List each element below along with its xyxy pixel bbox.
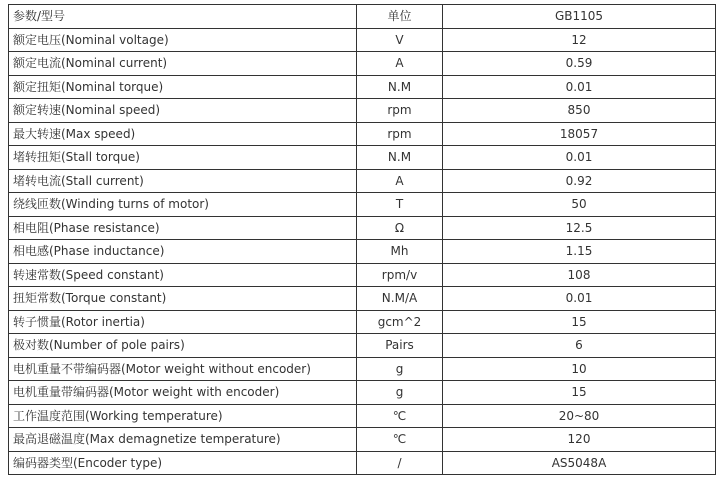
param-cell: 极对数(Number of pole pairs) xyxy=(9,334,357,358)
table-row xyxy=(9,28,716,52)
value-cell: 10 xyxy=(443,357,716,381)
table-row xyxy=(9,122,716,146)
table-row xyxy=(9,381,716,405)
param-cell: 电机重量不带编码器(Motor weight without encoder) xyxy=(9,357,357,381)
motor-spec-table xyxy=(8,4,716,475)
value-cell: 108 xyxy=(443,263,716,287)
unit-cell: g xyxy=(357,357,443,381)
param-cell: 最高退磁温度(Max demagnetize temperature) xyxy=(9,428,357,452)
param-cell: 相电感(Phase inductance) xyxy=(9,240,357,264)
value-cell: 15 xyxy=(443,310,716,334)
value-cell: 15 xyxy=(443,381,716,405)
value-cell: 0.01 xyxy=(443,146,716,170)
param-cell: 额定转速(Nominal speed) xyxy=(9,99,357,123)
param-cell: 堵转电流(Stall current) xyxy=(9,169,357,193)
unit-cell: ℃ xyxy=(357,428,443,452)
table-row xyxy=(9,240,716,264)
unit-cell: Ω xyxy=(357,216,443,240)
unit-cell: rpm xyxy=(357,122,443,146)
unit-cell: g xyxy=(357,381,443,405)
unit-cell: N.M xyxy=(357,146,443,170)
value-cell: 0.01 xyxy=(443,287,716,311)
value-cell: 12 xyxy=(443,28,716,52)
table-row xyxy=(9,52,716,76)
table-row xyxy=(9,428,716,452)
table-row xyxy=(9,334,716,358)
unit-cell: Mh xyxy=(357,240,443,264)
unit-cell: / xyxy=(357,451,443,475)
unit-cell: ℃ xyxy=(357,404,443,428)
table-row xyxy=(9,99,716,123)
value-cell: 50 xyxy=(443,193,716,217)
table-row xyxy=(9,146,716,170)
table-row xyxy=(9,75,716,99)
value-cell: AS5048A xyxy=(443,451,716,475)
spec-table-body xyxy=(9,5,716,475)
header-param-cell: 参数/型号 xyxy=(9,5,357,29)
param-cell: 电机重量带编码器(Motor weight with encoder) xyxy=(9,381,357,405)
param-cell: 编码器类型(Encoder type) xyxy=(9,451,357,475)
header-model-cell: GB1105 xyxy=(443,5,716,29)
value-cell: 120 xyxy=(443,428,716,452)
value-cell: 0.01 xyxy=(443,75,716,99)
unit-cell: rpm xyxy=(357,99,443,123)
param-cell: 额定扭矩(Nominal torque) xyxy=(9,75,357,99)
param-cell: 额定电流(Nominal current) xyxy=(9,52,357,76)
table-row xyxy=(9,287,716,311)
table-row xyxy=(9,451,716,475)
value-cell: 18057 xyxy=(443,122,716,146)
param-cell: 转速常数(Speed constant) xyxy=(9,263,357,287)
param-cell: 绕线匝数(Winding turns of motor) xyxy=(9,193,357,217)
table-row xyxy=(9,357,716,381)
value-cell: 12.5 xyxy=(443,216,716,240)
unit-cell: T xyxy=(357,193,443,217)
table-header-row xyxy=(9,5,716,29)
value-cell: 0.59 xyxy=(443,52,716,76)
unit-cell: N.M xyxy=(357,75,443,99)
table-row xyxy=(9,193,716,217)
value-cell: 6 xyxy=(443,334,716,358)
unit-cell: Pairs xyxy=(357,334,443,358)
param-cell: 额定电压(Nominal voltage) xyxy=(9,28,357,52)
unit-cell: A xyxy=(357,169,443,193)
unit-cell: A xyxy=(357,52,443,76)
value-cell: 0.92 xyxy=(443,169,716,193)
table-row xyxy=(9,216,716,240)
value-cell: 1.15 xyxy=(443,240,716,264)
param-cell: 扭矩常数(Torque constant) xyxy=(9,287,357,311)
table-row xyxy=(9,169,716,193)
table-row xyxy=(9,263,716,287)
param-cell: 相电阻(Phase resistance) xyxy=(9,216,357,240)
unit-cell: gcm^2 xyxy=(357,310,443,334)
value-cell: 850 xyxy=(443,99,716,123)
param-cell: 最大转速(Max speed) xyxy=(9,122,357,146)
table-row xyxy=(9,404,716,428)
value-cell: 20~80 xyxy=(443,404,716,428)
unit-cell: rpm/v xyxy=(357,263,443,287)
unit-cell: N.M/A xyxy=(357,287,443,311)
param-cell: 堵转扭矩(Stall torque) xyxy=(9,146,357,170)
unit-cell: V xyxy=(357,28,443,52)
table-row xyxy=(9,310,716,334)
header-unit-cell: 单位 xyxy=(357,5,443,29)
param-cell: 转子惯量(Rotor inertia) xyxy=(9,310,357,334)
param-cell: 工作温度范围(Working temperature) xyxy=(9,404,357,428)
